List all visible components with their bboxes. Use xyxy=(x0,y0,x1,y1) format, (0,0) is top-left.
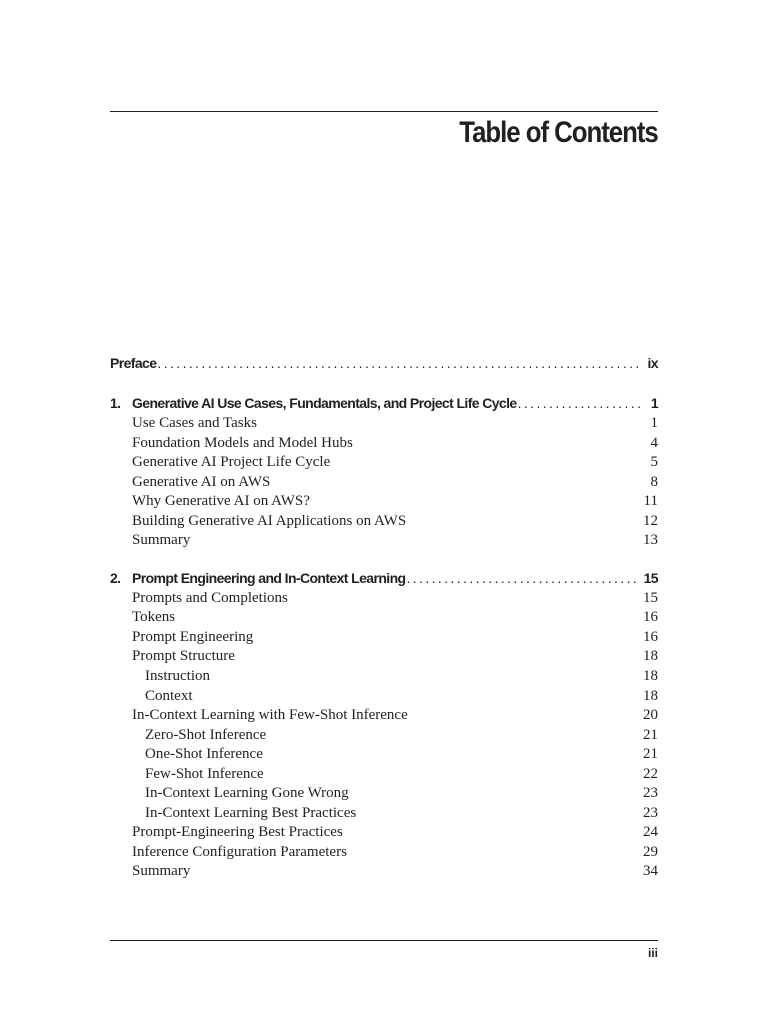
toc-section[interactable] xyxy=(110,493,658,513)
toc-subsection[interactable] xyxy=(110,766,658,786)
toc-section-page: 29 xyxy=(643,844,658,860)
toc-entry-page: ix xyxy=(647,355,658,371)
toc-entry-preface[interactable] xyxy=(110,355,658,375)
page-title: Table of Contents xyxy=(459,116,658,149)
toc-section-label: Prompt Structure xyxy=(132,648,235,664)
toc-section-page: 34 xyxy=(643,863,658,879)
toc-subsection[interactable] xyxy=(110,727,658,747)
toc-section-page: 16 xyxy=(643,629,658,645)
toc-entry-label: Generative AI Use Cases, Fundamentals, and Project Life Cycle xyxy=(132,395,517,411)
toc-entry-label: Preface xyxy=(110,355,157,371)
toc-section[interactable] xyxy=(110,609,658,629)
top-rule xyxy=(110,111,658,112)
toc-section-page: 13 xyxy=(643,532,658,548)
toc-section[interactable] xyxy=(110,707,658,727)
toc-entry-label: Prompt Engineering and In-Context Learning xyxy=(132,570,406,586)
page-number: iii xyxy=(647,946,658,960)
dot-leader xyxy=(406,570,635,586)
toc-section-label: Context xyxy=(145,688,193,704)
toc-entry-page: 1 xyxy=(650,395,658,411)
toc-section-label: Prompt Engineering xyxy=(132,629,254,645)
toc-section-label: Few-Shot Inference xyxy=(145,766,264,782)
toc-section-page: 24 xyxy=(643,824,658,840)
toc-section-label: Tokens xyxy=(132,609,176,625)
toc-section-label: Generative AI on AWS xyxy=(132,474,271,490)
toc-subsection[interactable] xyxy=(110,688,658,708)
toc-subsection[interactable] xyxy=(110,785,658,805)
toc-section-label: Prompt-Engineering Best Practices xyxy=(132,824,343,840)
toc-section[interactable] xyxy=(110,629,658,649)
toc-section-page: 20 xyxy=(643,707,658,723)
toc-section-label: Instruction xyxy=(145,668,210,684)
toc-section[interactable] xyxy=(110,415,658,435)
toc-section[interactable] xyxy=(110,590,658,610)
toc-section-page: 23 xyxy=(643,785,658,801)
toc-section-label: One-Shot Inference xyxy=(145,746,263,762)
toc-section-label: Building Generative AI Applications on AWS xyxy=(132,513,407,529)
toc-section-label: In-Context Learning Gone Wrong xyxy=(145,785,349,801)
toc-section-page: 11 xyxy=(643,493,658,509)
toc-section-label: Why Generative AI on AWS? xyxy=(132,493,310,509)
toc-section-label: Zero-Shot Inference xyxy=(145,727,267,743)
toc-section[interactable] xyxy=(110,532,658,552)
toc-section-label: Summary xyxy=(132,532,191,548)
toc-section-page: 16 xyxy=(643,609,658,625)
toc-section-page: 8 xyxy=(650,474,658,490)
toc-section[interactable] xyxy=(110,824,658,844)
chapter-number: 2. xyxy=(110,570,121,586)
chapter-number: 1. xyxy=(110,395,121,411)
toc-subsection[interactable] xyxy=(110,668,658,688)
toc-section-page: 5 xyxy=(650,454,658,470)
toc-subsection[interactable] xyxy=(110,805,658,825)
toc-section-page: 15 xyxy=(643,590,658,606)
toc-section[interactable] xyxy=(110,435,658,455)
toc-entry-chapter-1[interactable] xyxy=(110,395,658,415)
toc-section-page: 22 xyxy=(643,766,658,782)
toc-section[interactable] xyxy=(110,513,658,533)
toc-section[interactable] xyxy=(110,863,658,883)
toc-section-page: 18 xyxy=(643,648,658,664)
toc-section-page: 23 xyxy=(643,805,658,821)
dot-leader xyxy=(518,395,643,411)
bottom-rule xyxy=(110,940,658,941)
toc-section-page: 4 xyxy=(650,435,658,451)
toc-section-label: In-Context Learning Best Practices xyxy=(145,805,357,821)
toc-section[interactable] xyxy=(110,474,658,494)
toc-section-page: 18 xyxy=(643,668,658,684)
toc-subsection[interactable] xyxy=(110,746,658,766)
toc-section-label: Prompts and Completions xyxy=(132,590,288,606)
toc-section[interactable] xyxy=(110,844,658,864)
toc-entry-chapter-2[interactable] xyxy=(110,570,658,590)
toc-section-label: Generative AI Project Life Cycle xyxy=(132,454,331,470)
toc-section-label: Foundation Models and Model Hubs xyxy=(132,435,353,451)
toc-section-page: 1 xyxy=(650,415,658,431)
toc-section[interactable] xyxy=(110,454,658,474)
toc-section[interactable] xyxy=(110,648,658,668)
toc-section-page: 18 xyxy=(643,688,658,704)
toc-section-label: Use Cases and Tasks xyxy=(132,415,257,431)
toc-section-label: In-Context Learning with Few-Shot Inference xyxy=(132,707,408,723)
toc-section-label: Summary xyxy=(132,863,191,879)
toc-entry-page: 15 xyxy=(643,570,658,586)
dot-leader xyxy=(157,355,639,371)
toc-section-page: 21 xyxy=(643,746,658,762)
toc-section-label: Inference Configuration Parameters xyxy=(132,844,347,860)
toc-section-page: 12 xyxy=(643,513,658,529)
toc-section-page: 21 xyxy=(643,727,658,743)
